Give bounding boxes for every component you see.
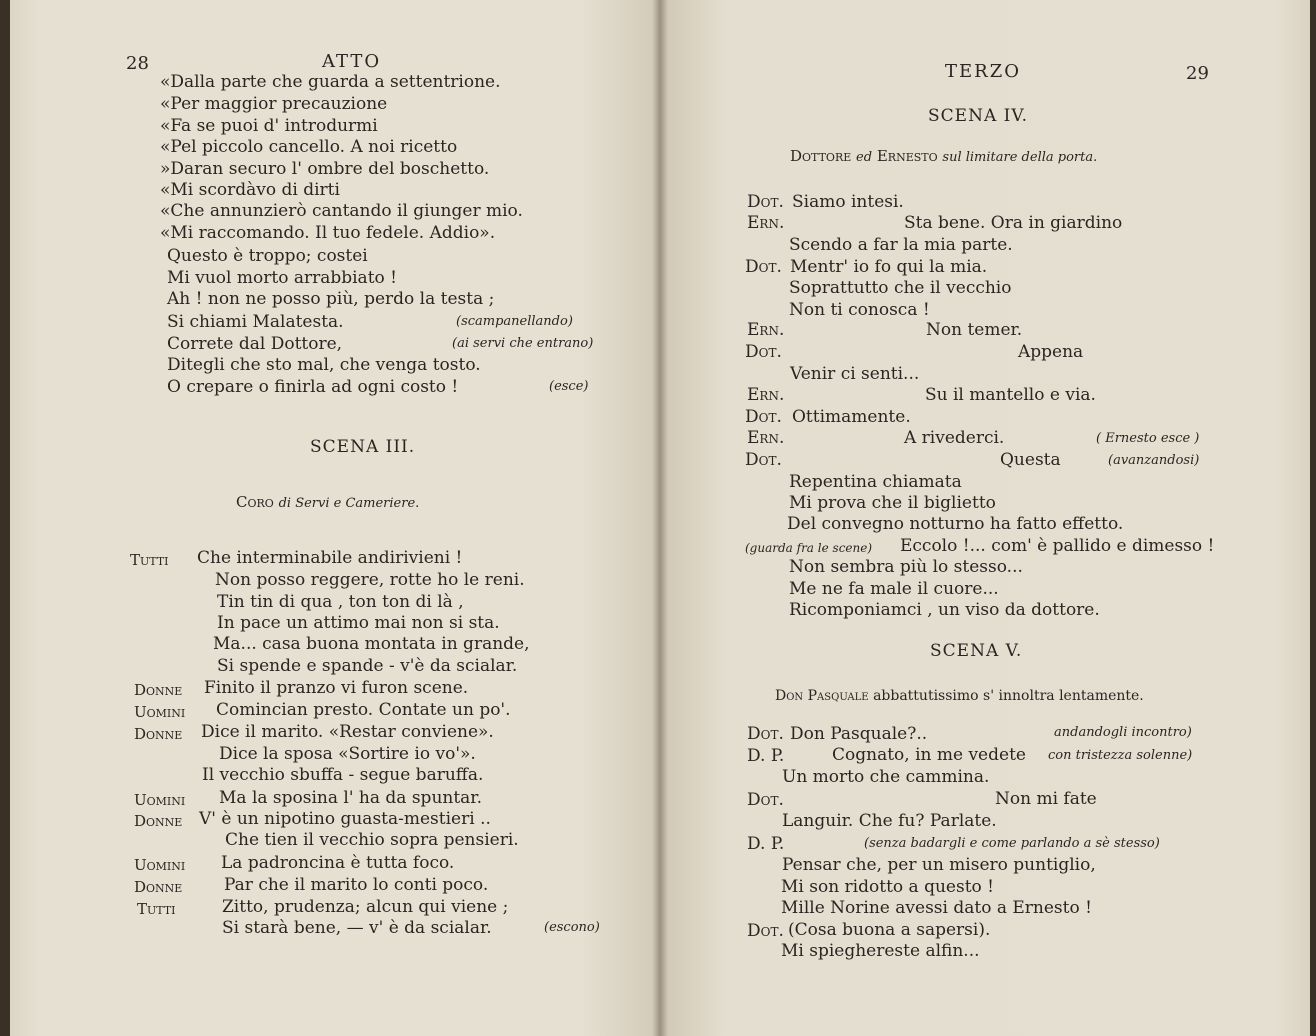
verse-line: Che interminabile andirivieni ! — [197, 548, 463, 568]
speaker: Ern. — [747, 213, 785, 233]
verse-line: Mi spieghereste alfin... — [781, 941, 980, 961]
verse-line: V' è un nipotino guasta-mestieri .. — [199, 809, 491, 829]
subtitle-coro: Coro — [236, 493, 274, 511]
speaker: Uomini — [134, 791, 186, 809]
verse-line: Scendo a far la mia parte. — [789, 235, 1013, 255]
verse-line: Del convegno notturno ha fatto effetto. — [787, 514, 1124, 534]
scena-subtitle — [236, 492, 419, 514]
verse-line: Venir ci senti... — [790, 364, 920, 384]
verse-line: Non ti conosca ! — [789, 300, 930, 320]
verse-line: Mi son ridotto a questo ! — [781, 877, 994, 897]
stage-direction: (scampanellando) — [456, 314, 573, 329]
scena-subtitle — [775, 686, 1144, 706]
speaker: Uomini — [134, 856, 186, 874]
speaker: Dot. — [747, 192, 784, 212]
verse-line: Soprattutto che il vecchio — [789, 278, 1012, 298]
speaker: Tutti — [130, 551, 169, 569]
verse-line: (Cosa buona a sapersi). — [788, 920, 991, 940]
verse-line: Sta bene. Ora in giardino — [904, 213, 1123, 233]
verse-line: Si chiami Malatesta. — [167, 312, 344, 332]
scena-title: SCENA V. — [930, 641, 1023, 661]
page-number-right: 29 — [1186, 63, 1209, 84]
verse-line: Mentr' io fo qui la mia. — [790, 257, 988, 277]
verse-line: Dice il marito. «Restar conviene». — [201, 722, 494, 742]
subtitle-rest: abbattutissimo s' innoltra lentamente. — [873, 688, 1144, 704]
stage-direction: (ai servi che entrano) — [452, 336, 594, 351]
verse-line: A rivederci. — [904, 428, 1005, 448]
verse-line: Dice la sposa «Sortire io vo'». — [219, 744, 476, 764]
verse-line: «Dalla parte che guarda a settentrione. — [160, 72, 501, 92]
speaker: Dot. — [745, 450, 782, 470]
subtitle-don-pasquale: Don Pasquale — [775, 688, 869, 704]
scena-title: SCENA III. — [310, 437, 416, 457]
right-edge — [1310, 0, 1316, 1036]
verse-line: «Per maggior precauzione — [160, 94, 388, 114]
verse-line: Ottimamente. — [792, 407, 911, 427]
verse-line: Correte dal Dottore, — [167, 334, 343, 354]
speaker: Uomini — [134, 703, 186, 721]
verse-line: «Che annunzierò cantando il giunger mio. — [160, 201, 523, 221]
verse-line: Questa — [1000, 450, 1061, 470]
speaker: D. P. — [747, 834, 785, 854]
verse-line: In pace un attimo mai non si sta. — [217, 613, 500, 633]
verse-line: Tin tin di qua , ton ton di là , — [217, 592, 464, 612]
verse-line: Me ne fa male il cuore... — [789, 579, 999, 599]
verse-line: Non temer. — [926, 320, 1023, 340]
verse-line: Ma... casa buona montata in grande, — [213, 634, 530, 654]
verse-line: La padroncina è tutta foco. — [221, 853, 455, 873]
speaker: D. P. — [747, 746, 785, 766]
stage-direction: (esce) — [549, 379, 589, 394]
stage-direction: ( Ernesto esce ) — [1096, 431, 1200, 446]
speaker: Donne — [134, 681, 183, 699]
verse-line: Pensar che, per un misero puntiglio, — [782, 855, 1096, 875]
verse-line: Appena — [1018, 342, 1084, 362]
verse-line: Un morto che cammina. — [782, 767, 990, 787]
verse-line: Su il mantello e via. — [925, 385, 1096, 405]
running-head-right: TERZO — [945, 61, 1021, 82]
speaker: Ern. — [747, 385, 785, 405]
stage-direction: andandogli incontro) — [1054, 725, 1192, 740]
verse-line: Questo è troppo; costei — [167, 246, 368, 266]
speaker: Donne — [134, 725, 183, 743]
verse-line: «Mi raccomando. Il tuo fedele. Addio». — [160, 223, 496, 243]
verse-line: Che tien il vecchio sopra pensieri. — [225, 830, 519, 850]
verse-line: Par che il marito lo conti poco. — [224, 875, 489, 895]
verse-line: «Fa se puoi d' introdurmi — [160, 116, 378, 136]
left-edge — [0, 0, 10, 1036]
verse-line: Mi prova che il biglietto — [789, 493, 996, 513]
verse-line: «Pel piccolo cancello. A noi ricetto — [160, 137, 458, 157]
verse-line: Ricomponiamci , un viso da dottore. — [789, 600, 1100, 620]
verse-line: Si spende e spande - v'è da scialar. — [217, 656, 518, 676]
verse-line: Il vecchio sbuffa - segue baruffa. — [202, 765, 484, 785]
speaker: Tutti — [137, 900, 176, 918]
speaker: Dot. — [747, 724, 784, 744]
speaker: Donne — [134, 878, 183, 896]
speaker: Donne — [134, 812, 183, 830]
stage-direction: (senza badargli e come parlando a sè stesso) — [864, 836, 1160, 851]
speaker: Ern. — [747, 320, 785, 340]
verse-line: Siamo intesi. — [792, 192, 904, 212]
verse-line: Don Pasquale?.. — [790, 724, 928, 744]
stage-direction: (guarda fra le scene) — [745, 541, 873, 555]
page-number-left: 28 — [126, 53, 149, 74]
verse-line: Zitto, prudenza; alcun qui viene ; — [222, 897, 509, 917]
verse-line: Cognato, in me vedete — [832, 745, 1026, 765]
speaker: Dot. — [745, 342, 782, 362]
stage-direction: (escono) — [544, 920, 600, 935]
verse-line: Ah ! non ne posso più, perdo la testa ; — [167, 289, 495, 309]
verse-line: Eccolo !... com' è pallido e dimesso ! — [900, 536, 1215, 556]
subtitle-dottore: Dottore — [790, 147, 852, 165]
scena-title: SCENA IV. — [928, 106, 1029, 126]
subtitle-rest: sul limitare della porta. — [942, 150, 1098, 165]
verse-line: Languir. Che fu? Parlate. — [782, 811, 997, 831]
verse-line: »Daran securo l' ombre del boschetto. — [160, 159, 490, 179]
verse-line: Comincian presto. Contate un po'. — [216, 700, 511, 720]
speaker: Dot. — [745, 257, 782, 277]
speaker: Dot. — [747, 921, 784, 941]
stage-direction: (avanzandosi) — [1108, 453, 1200, 468]
subtitle-rest: di Servi e Cameriere. — [278, 496, 420, 511]
subtitle-ed: ed — [856, 150, 873, 165]
running-head-left: ATTO — [322, 51, 382, 72]
subtitle-ernesto: Ernesto — [876, 147, 938, 165]
verse-line: Ditegli che sto mal, che venga tosto. — [167, 355, 481, 375]
verse-line: Non posso reggere, rotte ho le reni. — [215, 570, 525, 590]
book-gutter — [652, 0, 668, 1036]
verse-line: Non sembra più lo stesso... — [789, 557, 1023, 577]
verse-line: O crepare o finirla ad ogni costo ! — [167, 377, 459, 397]
verse-line: Repentina chiamata — [789, 472, 962, 492]
verse-line: Finito il pranzo vi furon scene. — [204, 678, 469, 698]
verse-line: Si starà bene, — v' è da scialar. — [222, 918, 492, 938]
verse-line: Non mi fate — [995, 789, 1097, 809]
stage-direction: con tristezza solenne) — [1048, 748, 1193, 763]
scena-subtitle — [790, 146, 1097, 168]
verse-line: Mi vuol morto arrabbiato ! — [167, 268, 397, 288]
speaker: Dot. — [747, 790, 784, 810]
speaker: Dot. — [745, 407, 782, 427]
verse-line: «Mi scordàvo di dirti — [160, 180, 340, 200]
verse-line: Ma la sposina l' ha da spuntar. — [219, 788, 482, 808]
speaker: Ern. — [747, 428, 785, 448]
verse-line: Mille Norine avessi dato a Ernesto ! — [781, 898, 1092, 918]
